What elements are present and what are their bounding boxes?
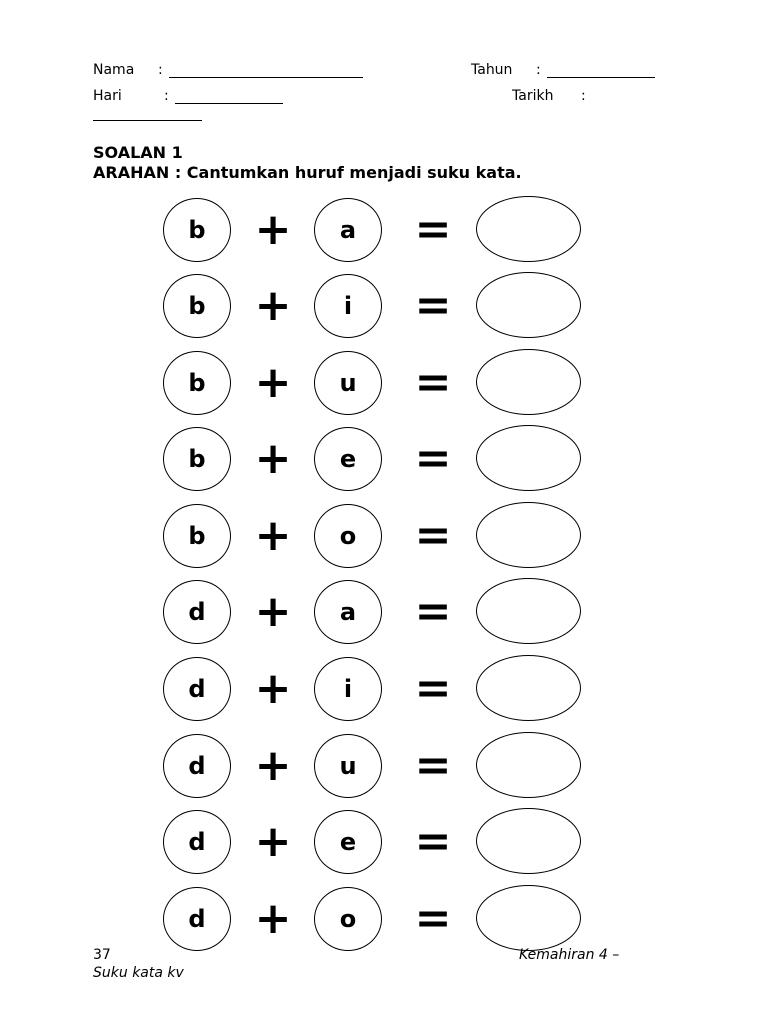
plus-sign: + (254, 893, 292, 944)
equals-sign: = (414, 740, 452, 791)
footer-topic-label: Suku kata kv (93, 965, 184, 981)
plus-sign: + (254, 204, 292, 255)
consonant-circle: d (163, 657, 231, 721)
equals-sign: = (414, 510, 452, 561)
equals-sign: = (414, 586, 452, 637)
consonant-circle: d (163, 580, 231, 644)
exercise-row (0, 580, 768, 648)
vowel-circle: e (314, 427, 382, 491)
equals-sign: = (414, 893, 452, 944)
answer-oval[interactable] (476, 732, 581, 798)
equals-sign: = (414, 433, 452, 484)
answer-oval[interactable] (476, 578, 581, 644)
vowel-circle: o (314, 887, 382, 951)
instruction-text: ARAHAN : Cantumkan huruf menjadi suku kata. (93, 163, 522, 182)
consonant-circle: b (163, 198, 231, 262)
plus-sign: + (254, 357, 292, 408)
equals-sign: = (414, 357, 452, 408)
tarikh-label: Tarikh (512, 88, 554, 104)
question-title: SOALAN 1 (93, 143, 183, 162)
tahun-field[interactable] (547, 77, 655, 78)
vowel-circle: e (314, 810, 382, 874)
consonant-circle: d (163, 734, 231, 798)
exercise-row (0, 657, 768, 725)
exercise-row (0, 198, 768, 266)
vowel-circle: a (314, 198, 382, 262)
nama-colon: : (158, 62, 163, 78)
consonant-circle: b (163, 427, 231, 491)
consonant-circle: d (163, 810, 231, 874)
plus-sign: + (254, 433, 292, 484)
exercise-row (0, 274, 768, 342)
vowel-circle: i (314, 657, 382, 721)
exercise-row (0, 351, 768, 419)
plus-sign: + (254, 586, 292, 637)
tarikh-field[interactable] (93, 120, 202, 121)
vowel-circle: o (314, 504, 382, 568)
exercise-row (0, 734, 768, 802)
answer-oval[interactable] (476, 655, 581, 721)
plus-sign: + (254, 663, 292, 714)
answer-oval[interactable] (476, 425, 581, 491)
tahun-colon: : (536, 62, 541, 78)
plus-sign: + (254, 510, 292, 561)
plus-sign: + (254, 740, 292, 791)
tarikh-colon: : (581, 88, 586, 104)
vowel-circle: u (314, 351, 382, 415)
equals-sign: = (414, 816, 452, 867)
hari-field[interactable] (175, 103, 283, 104)
equals-sign: = (414, 280, 452, 331)
answer-oval[interactable] (476, 272, 581, 338)
hari-colon: : (164, 88, 169, 104)
vowel-circle: i (314, 274, 382, 338)
answer-oval[interactable] (476, 196, 581, 262)
footer-skill-label: Kemahiran 4 – (519, 947, 620, 963)
answer-oval[interactable] (476, 349, 581, 415)
consonant-circle: b (163, 351, 231, 415)
exercise-row (0, 810, 768, 878)
vowel-circle: u (314, 734, 382, 798)
answer-oval[interactable] (476, 502, 581, 568)
consonant-circle: b (163, 274, 231, 338)
equals-sign: = (414, 204, 452, 255)
plus-sign: + (254, 280, 292, 331)
nama-field[interactable] (169, 77, 363, 78)
exercise-row (0, 887, 768, 955)
consonant-circle: b (163, 504, 231, 568)
page-number: 37 (93, 947, 111, 963)
hari-label: Hari (93, 88, 122, 104)
tahun-label: Tahun (471, 62, 513, 78)
answer-oval[interactable] (476, 808, 581, 874)
consonant-circle: d (163, 887, 231, 951)
equals-sign: = (414, 663, 452, 714)
answer-oval[interactable] (476, 885, 581, 951)
vowel-circle: a (314, 580, 382, 644)
exercise-row (0, 504, 768, 572)
plus-sign: + (254, 816, 292, 867)
nama-label: Nama (93, 62, 135, 78)
exercise-row (0, 427, 768, 495)
